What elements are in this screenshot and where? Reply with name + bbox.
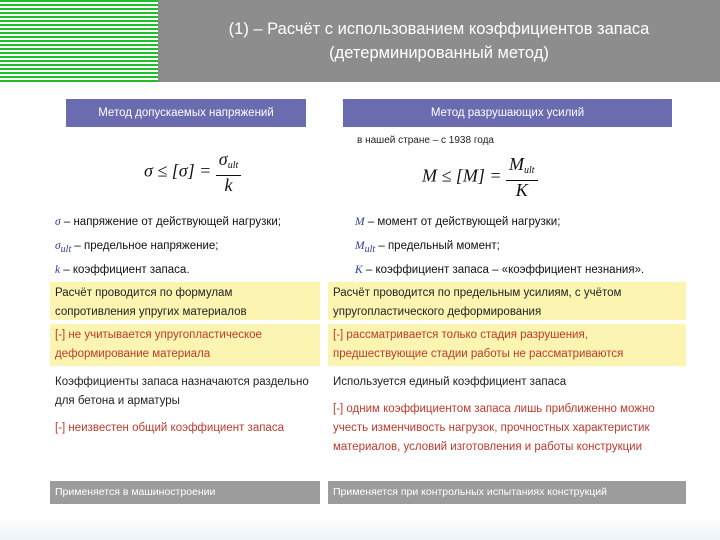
def-text: – коэффициент запаса – «коэффициент незнания».: [362, 264, 645, 276]
formula-numerator: [216, 150, 241, 176]
def-symbol: σ: [55, 240, 61, 252]
date-note: в нашей стране – с 1938 года: [357, 135, 494, 146]
def-subscript: ult: [60, 244, 72, 255]
coefficients-text: Коэффициенты запаса назначаются раздельно для бетона и арматуры: [55, 376, 309, 407]
formula-lhs: M ≤ [M] =: [422, 165, 502, 186]
def-symbol: σ: [55, 216, 61, 228]
def-subscript: ult: [364, 244, 376, 255]
formula-denominator: K: [515, 180, 528, 200]
def-symbol: M: [355, 216, 365, 228]
cell-left-coefficients: [50, 371, 320, 459]
def-text: – момент от действующей нагрузки;: [364, 216, 561, 228]
right-definitions: [355, 212, 685, 284]
cell-left-application: Применяется в машиностроении: [50, 481, 320, 504]
footer-background: [0, 516, 720, 540]
numerator-subscript: ult: [227, 160, 239, 171]
def-text: – напряжение от действующей нагрузки;: [60, 216, 281, 228]
coefficients-drawback: [-] одним коэффициентом запаса лишь приближенно можно учесть изменчивость нагрузок, прочностных характеристик материалов, условий изготовления и работы конструкции: [333, 403, 655, 453]
comparison-row-drawbacks: [50, 324, 686, 366]
comparison-row-calculation: [50, 282, 686, 320]
formula-denominator: k: [224, 175, 233, 195]
cell-right-application: Применяется при контрольных испытаниях конструкций: [328, 481, 686, 504]
def-text: – коэффициент запаса.: [60, 264, 190, 276]
formula-allowable-stress: [144, 150, 241, 195]
formula-failure-load: [422, 155, 538, 200]
definition-line: [55, 212, 330, 236]
title-banner: [158, 0, 720, 82]
cell-left-drawback: [-] не учитывается упругопластическое деформирование материала: [50, 324, 320, 366]
def-symbol: M: [355, 240, 365, 252]
numerator-symbol: σ: [218, 149, 228, 169]
cell-right-calculation: Расчёт проводится по предельным усилиям, с учётом упругопластического деформирования: [328, 282, 686, 320]
left-definitions: [55, 212, 330, 284]
def-text: – предельное напряжение;: [71, 240, 219, 252]
numerator-symbol: M: [509, 154, 525, 174]
cell-right-drawback: [-] рассматривается только стадия разрушения, предшествующие стадии работы не рассматриваются: [328, 324, 686, 366]
def-text: – предельный момент;: [375, 240, 500, 252]
cell-right-coefficients: [328, 371, 686, 459]
definition-line: [55, 236, 330, 260]
definition-line: [355, 236, 685, 260]
def-symbol: K: [355, 264, 363, 276]
formula-lhs: σ ≤ [σ] =: [144, 160, 212, 181]
formula-fraction: [216, 150, 241, 195]
slide-title: (1) – Расчёт с использованием коэффициентов запаса (детерминированный метод): [228, 20, 650, 62]
coefficients-text: Используется единый коэффициент запаса: [333, 376, 567, 388]
decorative-stripes: [0, 0, 158, 82]
definition-line: [355, 212, 685, 236]
definition-line: [55, 260, 330, 284]
left-column-header: Метод допускаемых напряжений: [66, 99, 306, 127]
numerator-subscript: ult: [524, 165, 535, 176]
definition-line: [355, 260, 685, 284]
formula-fraction: [506, 155, 538, 200]
comparison-row-coefficients: [50, 371, 686, 459]
formula-numerator: [506, 155, 538, 181]
right-column-header: Метод разрушающих усилий: [343, 99, 672, 127]
cell-left-calculation: Расчёт проводится по формулам сопротивления упругих материалов: [50, 282, 320, 320]
coefficients-drawback: [-] неизвестен общий коэффициент запаса: [55, 422, 284, 434]
comparison-row-application: [50, 481, 686, 504]
def-symbol: k: [55, 264, 61, 276]
